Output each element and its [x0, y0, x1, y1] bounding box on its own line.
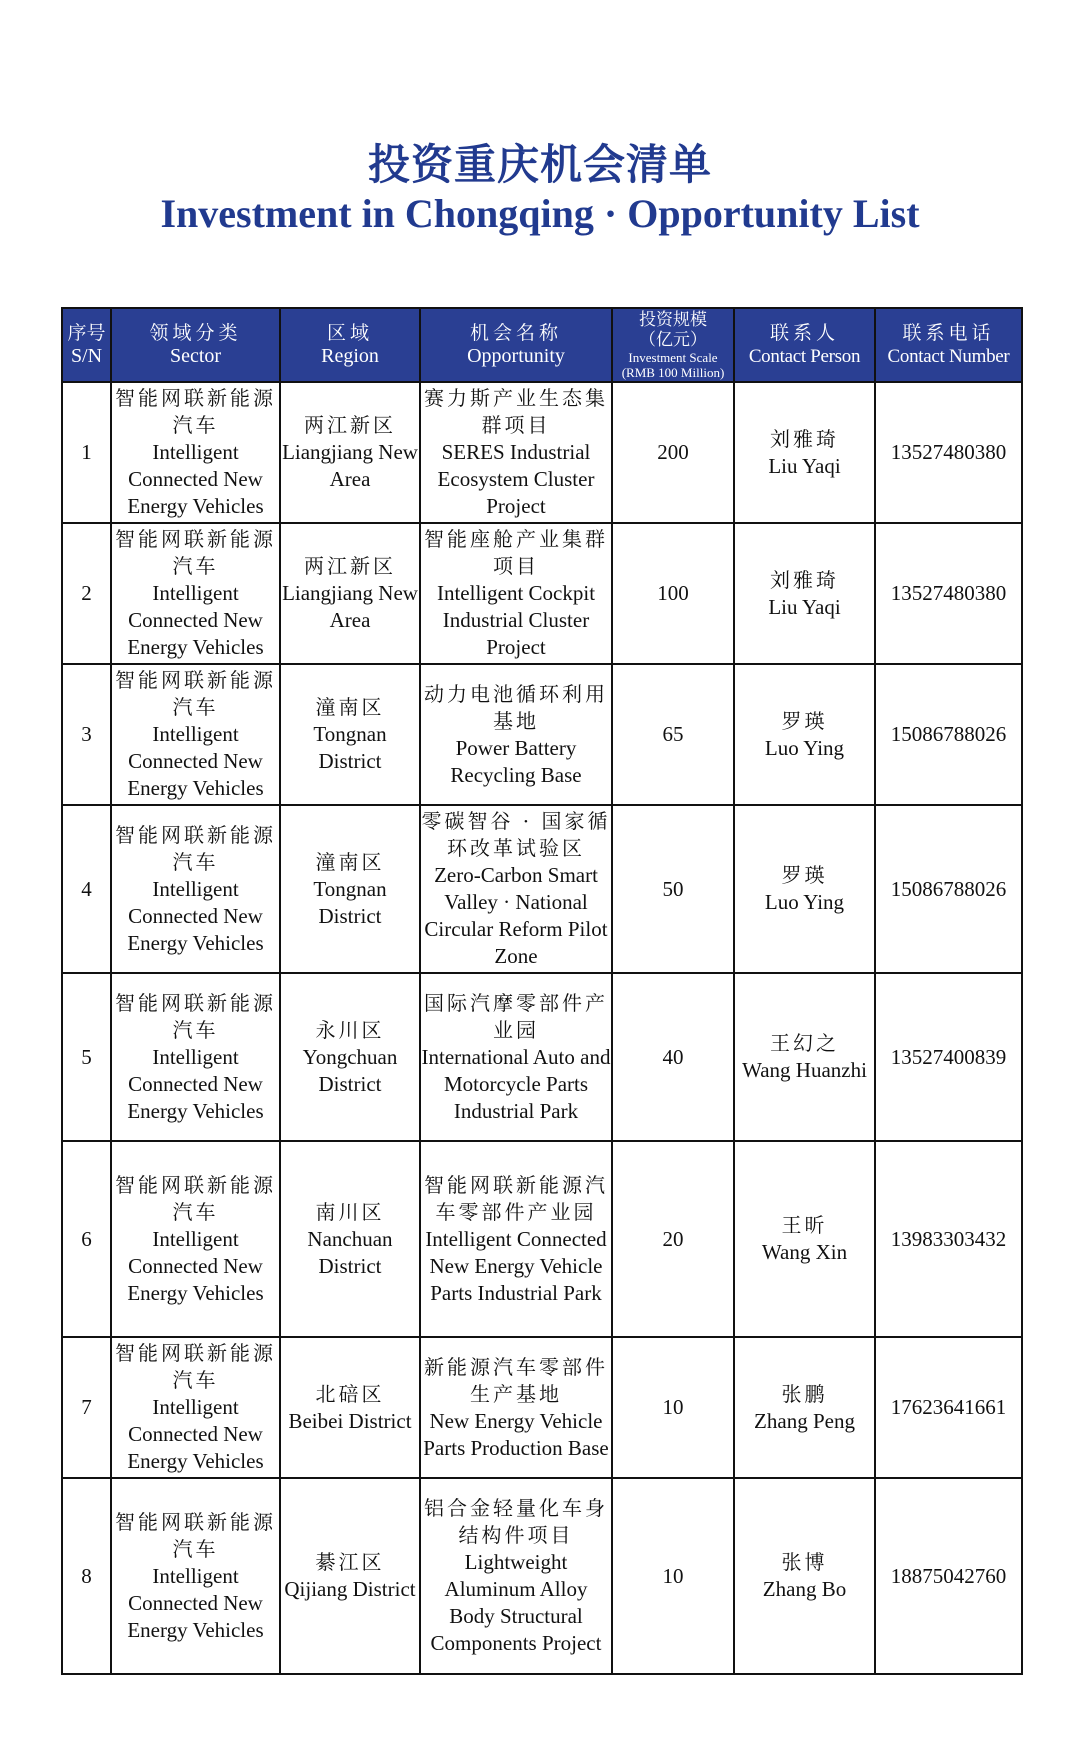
opportunity-zh: 智能网联新能源汽车零部件产业园 — [424, 1172, 608, 1224]
cell-sn: 4 — [62, 805, 111, 973]
table-row — [62, 523, 1022, 664]
region-zh: 永川区 — [315, 1017, 385, 1042]
cell-sn: 2 — [62, 523, 111, 664]
cell-opportunity — [420, 523, 612, 664]
sector-en: Intelligent Connected New Energy Vehicles — [127, 440, 264, 518]
header-scale — [612, 308, 734, 382]
opportunity-table — [61, 307, 1023, 1675]
region-en: Tongnan District — [313, 722, 387, 773]
table-row — [62, 1141, 1022, 1337]
table-row — [62, 805, 1022, 973]
sector-zh: 智能网联新能源汽车 — [115, 990, 276, 1042]
cell-sector — [111, 523, 280, 664]
opportunity-en: SERES Industrial Ecosystem Cluster Project — [437, 440, 595, 518]
sector-en: Intelligent Connected New Energy Vehicles — [127, 1226, 264, 1305]
contact-en: Wang Huanzhi — [742, 1058, 867, 1082]
cell-opportunity — [420, 805, 612, 973]
sector-zh: 智能网联新能源汽车 — [115, 1509, 276, 1561]
cell-phone: 17623641661 — [875, 1337, 1022, 1478]
header-sn — [62, 308, 111, 382]
region-en: Qijiang District — [284, 1577, 416, 1601]
cell-scale: 50 — [612, 805, 734, 973]
header-contact-zh: 联系人 — [769, 322, 839, 344]
cell-region — [280, 382, 420, 523]
header-region — [280, 308, 420, 382]
cell-sn: 7 — [62, 1337, 111, 1478]
cell-phone: 13527480380 — [875, 382, 1022, 523]
cell-contact — [734, 1337, 875, 1478]
contact-en: Luo Ying — [764, 735, 845, 760]
opportunity-zh: 铝合金轻量化车身结构件项目 — [424, 1496, 608, 1547]
region-zh: 北碚区 — [315, 1381, 385, 1406]
cell-phone: 18875042760 — [875, 1478, 1022, 1674]
opportunity-zh: 智能座舱产业集群项目 — [424, 527, 608, 578]
cell-scale: 10 — [612, 1337, 734, 1478]
region-en: Liangjiang New Area — [282, 440, 418, 491]
cell-region — [280, 1141, 420, 1337]
sector-zh: 智能网联新能源汽车 — [115, 668, 276, 719]
cell-sector — [111, 664, 280, 805]
opportunity-en: New Energy Vehicle Parts Production Base — [423, 1408, 609, 1460]
sector-zh: 智能网联新能源汽车 — [115, 1341, 276, 1392]
cell-region — [280, 523, 420, 664]
region-zh: 潼南区 — [315, 695, 385, 719]
contact-zh: 张鹏 — [781, 1381, 828, 1406]
opportunity-en: International Auto and Motorcycle Parts Industrial Park — [421, 1044, 611, 1123]
opportunity-en: Intelligent Cockpit Industrial Cluster Project — [436, 581, 596, 659]
contact-en: Luo Ying — [764, 890, 845, 914]
cell-scale: 10 — [612, 1478, 734, 1674]
cell-scale: 65 — [612, 664, 734, 805]
sector-zh: 智能网联新能源汽车 — [115, 822, 276, 874]
cell-region — [280, 664, 420, 805]
region-zh: 南川区 — [315, 1199, 385, 1224]
table-row — [62, 973, 1022, 1141]
contact-en: Zhang Bo — [762, 1577, 847, 1601]
header-opportunity-zh: 机会名称 — [469, 322, 562, 344]
region-zh: 两江新区 — [304, 413, 396, 437]
opportunity-zh: 动力电池循环利用基地 — [424, 681, 608, 733]
region-en: Tongnan District — [313, 876, 387, 928]
contact-en: Liu Yaqi — [768, 453, 841, 478]
cell-sn: 1 — [62, 382, 111, 523]
region-en: Liangjiang New Area — [282, 581, 418, 632]
cell-sector — [111, 805, 280, 973]
cell-sn: 6 — [62, 1141, 111, 1337]
cell-sn: 8 — [62, 1478, 111, 1674]
sector-zh: 智能网联新能源汽车 — [115, 386, 276, 437]
cell-region — [280, 1478, 420, 1674]
cell-phone: 13983303432 — [875, 1141, 1022, 1337]
table-header-row — [62, 308, 1022, 382]
table-row — [62, 382, 1022, 523]
page-title-zh: 投资重庆机会清单 — [367, 140, 712, 189]
opportunity-zh: 零碳智谷 · 国家循环改革试验区 — [421, 809, 611, 860]
region-zh: 两江新区 — [304, 554, 396, 578]
cell-sector — [111, 1141, 280, 1337]
contact-en: Liu Yaqi — [768, 594, 841, 619]
region-en: Yongchuan District — [302, 1044, 398, 1096]
page-title-en: Investment in Chongqing · Opportunity List — [160, 191, 920, 236]
opportunity-zh: 新能源汽车零部件生产基地 — [424, 1354, 608, 1406]
region-en: Beibei District — [288, 1408, 412, 1433]
contact-zh: 王昕 — [781, 1213, 828, 1237]
contact-zh: 刘雅琦 — [770, 567, 839, 592]
opportunity-en: Lightweight Aluminum Alloy Body Structural Components Project — [430, 1550, 602, 1655]
contact-zh: 刘雅琦 — [770, 426, 839, 451]
cell-scale: 200 — [612, 382, 734, 523]
cell-sector — [111, 382, 280, 523]
header-phone — [875, 308, 1022, 382]
opportunity-zh: 国际汽摩零部件产业园 — [424, 990, 608, 1042]
cell-sn: 3 — [62, 664, 111, 805]
cell-contact — [734, 523, 875, 664]
cell-contact — [734, 1141, 875, 1337]
region-zh: 綦江区 — [315, 1550, 385, 1574]
contact-zh: 罗瑛 — [781, 708, 828, 733]
sector-en: Intelligent Connected New Energy Vehicles — [127, 1044, 264, 1123]
cell-phone: 15086788026 — [875, 664, 1022, 805]
cell-opportunity — [420, 1141, 612, 1337]
cell-contact — [734, 382, 875, 523]
table-row — [62, 664, 1022, 805]
sector-en: Intelligent Connected New Energy Vehicles — [127, 1395, 264, 1473]
header-scale-zh1: 投资规模 — [639, 310, 707, 330]
cell-phone: 13527400839 — [875, 973, 1022, 1141]
cell-phone: 15086788026 — [875, 805, 1022, 973]
sector-en: Intelligent Connected New Energy Vehicles — [127, 722, 264, 800]
opportunity-en: Power Battery Recycling Base — [450, 735, 582, 787]
opportunity-zh: 赛力斯产业生态集群项目 — [424, 386, 608, 437]
header-phone-zh: 联系电话 — [902, 322, 995, 344]
header-sn-en: S/N — [70, 345, 103, 367]
sector-en: Intelligent Connected New Energy Vehicles — [127, 876, 264, 955]
header-contact-en: Contact Person — [748, 346, 861, 367]
cell-opportunity — [420, 1337, 612, 1478]
header-scale-zh2: （亿元） — [639, 330, 707, 350]
region-zh: 潼南区 — [315, 849, 385, 874]
cell-scale: 20 — [612, 1141, 734, 1337]
cell-scale: 100 — [612, 523, 734, 664]
cell-contact — [734, 805, 875, 973]
cell-phone: 13527480380 — [875, 523, 1022, 664]
header-sector-en: Sector — [169, 345, 222, 367]
cell-region — [280, 1337, 420, 1478]
cell-opportunity — [420, 382, 612, 523]
region-en: Nanchuan District — [307, 1226, 393, 1278]
header-sn-zh: 序号 — [67, 322, 106, 344]
contact-zh: 王幻之 — [770, 1031, 839, 1055]
header-sector — [111, 308, 280, 382]
cell-scale: 40 — [612, 973, 734, 1141]
cell-contact — [734, 664, 875, 805]
header-sector-zh: 领域分类 — [149, 322, 242, 344]
cell-region — [280, 805, 420, 973]
sector-en: Intelligent Connected New Energy Vehicles — [127, 1563, 264, 1642]
header-opportunity — [420, 308, 612, 382]
cell-contact — [734, 1478, 875, 1674]
header-region-zh: 区域 — [326, 322, 373, 344]
cell-sector — [111, 1478, 280, 1674]
table-row — [62, 1478, 1022, 1674]
cell-opportunity — [420, 973, 612, 1141]
cell-opportunity — [420, 1478, 612, 1674]
header-scale-en1: Investment Scale — [628, 350, 718, 365]
cell-sector — [111, 973, 280, 1141]
table-row — [62, 1337, 1022, 1478]
contact-en: Zhang Peng — [754, 1408, 855, 1433]
header-opportunity-en: Opportunity — [467, 345, 565, 367]
sector-en: Intelligent Connected New Energy Vehicles — [127, 581, 264, 659]
header-region-en: Region — [321, 345, 379, 367]
cell-sector — [111, 1337, 280, 1478]
cell-contact — [734, 973, 875, 1141]
sector-zh: 智能网联新能源汽车 — [115, 527, 276, 578]
cell-opportunity — [420, 664, 612, 805]
contact-zh: 罗瑛 — [781, 863, 828, 887]
opportunity-en: Zero-Carbon Smart Valley · National Circular Reform Pilot Zone — [424, 863, 608, 968]
sector-zh: 智能网联新能源汽车 — [115, 1172, 276, 1224]
header-scale-en2: (RMB 100 Million) — [621, 365, 725, 380]
contact-en: Wang Xin — [761, 1240, 848, 1264]
header-contact — [734, 308, 875, 382]
header-phone-en: Contact Number — [887, 346, 1010, 367]
opportunity-en: Intelligent Connected New Energy Vehicle Parts Industrial Park — [425, 1226, 607, 1305]
cell-region — [280, 973, 420, 1141]
contact-zh: 张博 — [781, 1550, 828, 1574]
cell-sn: 5 — [62, 973, 111, 1141]
